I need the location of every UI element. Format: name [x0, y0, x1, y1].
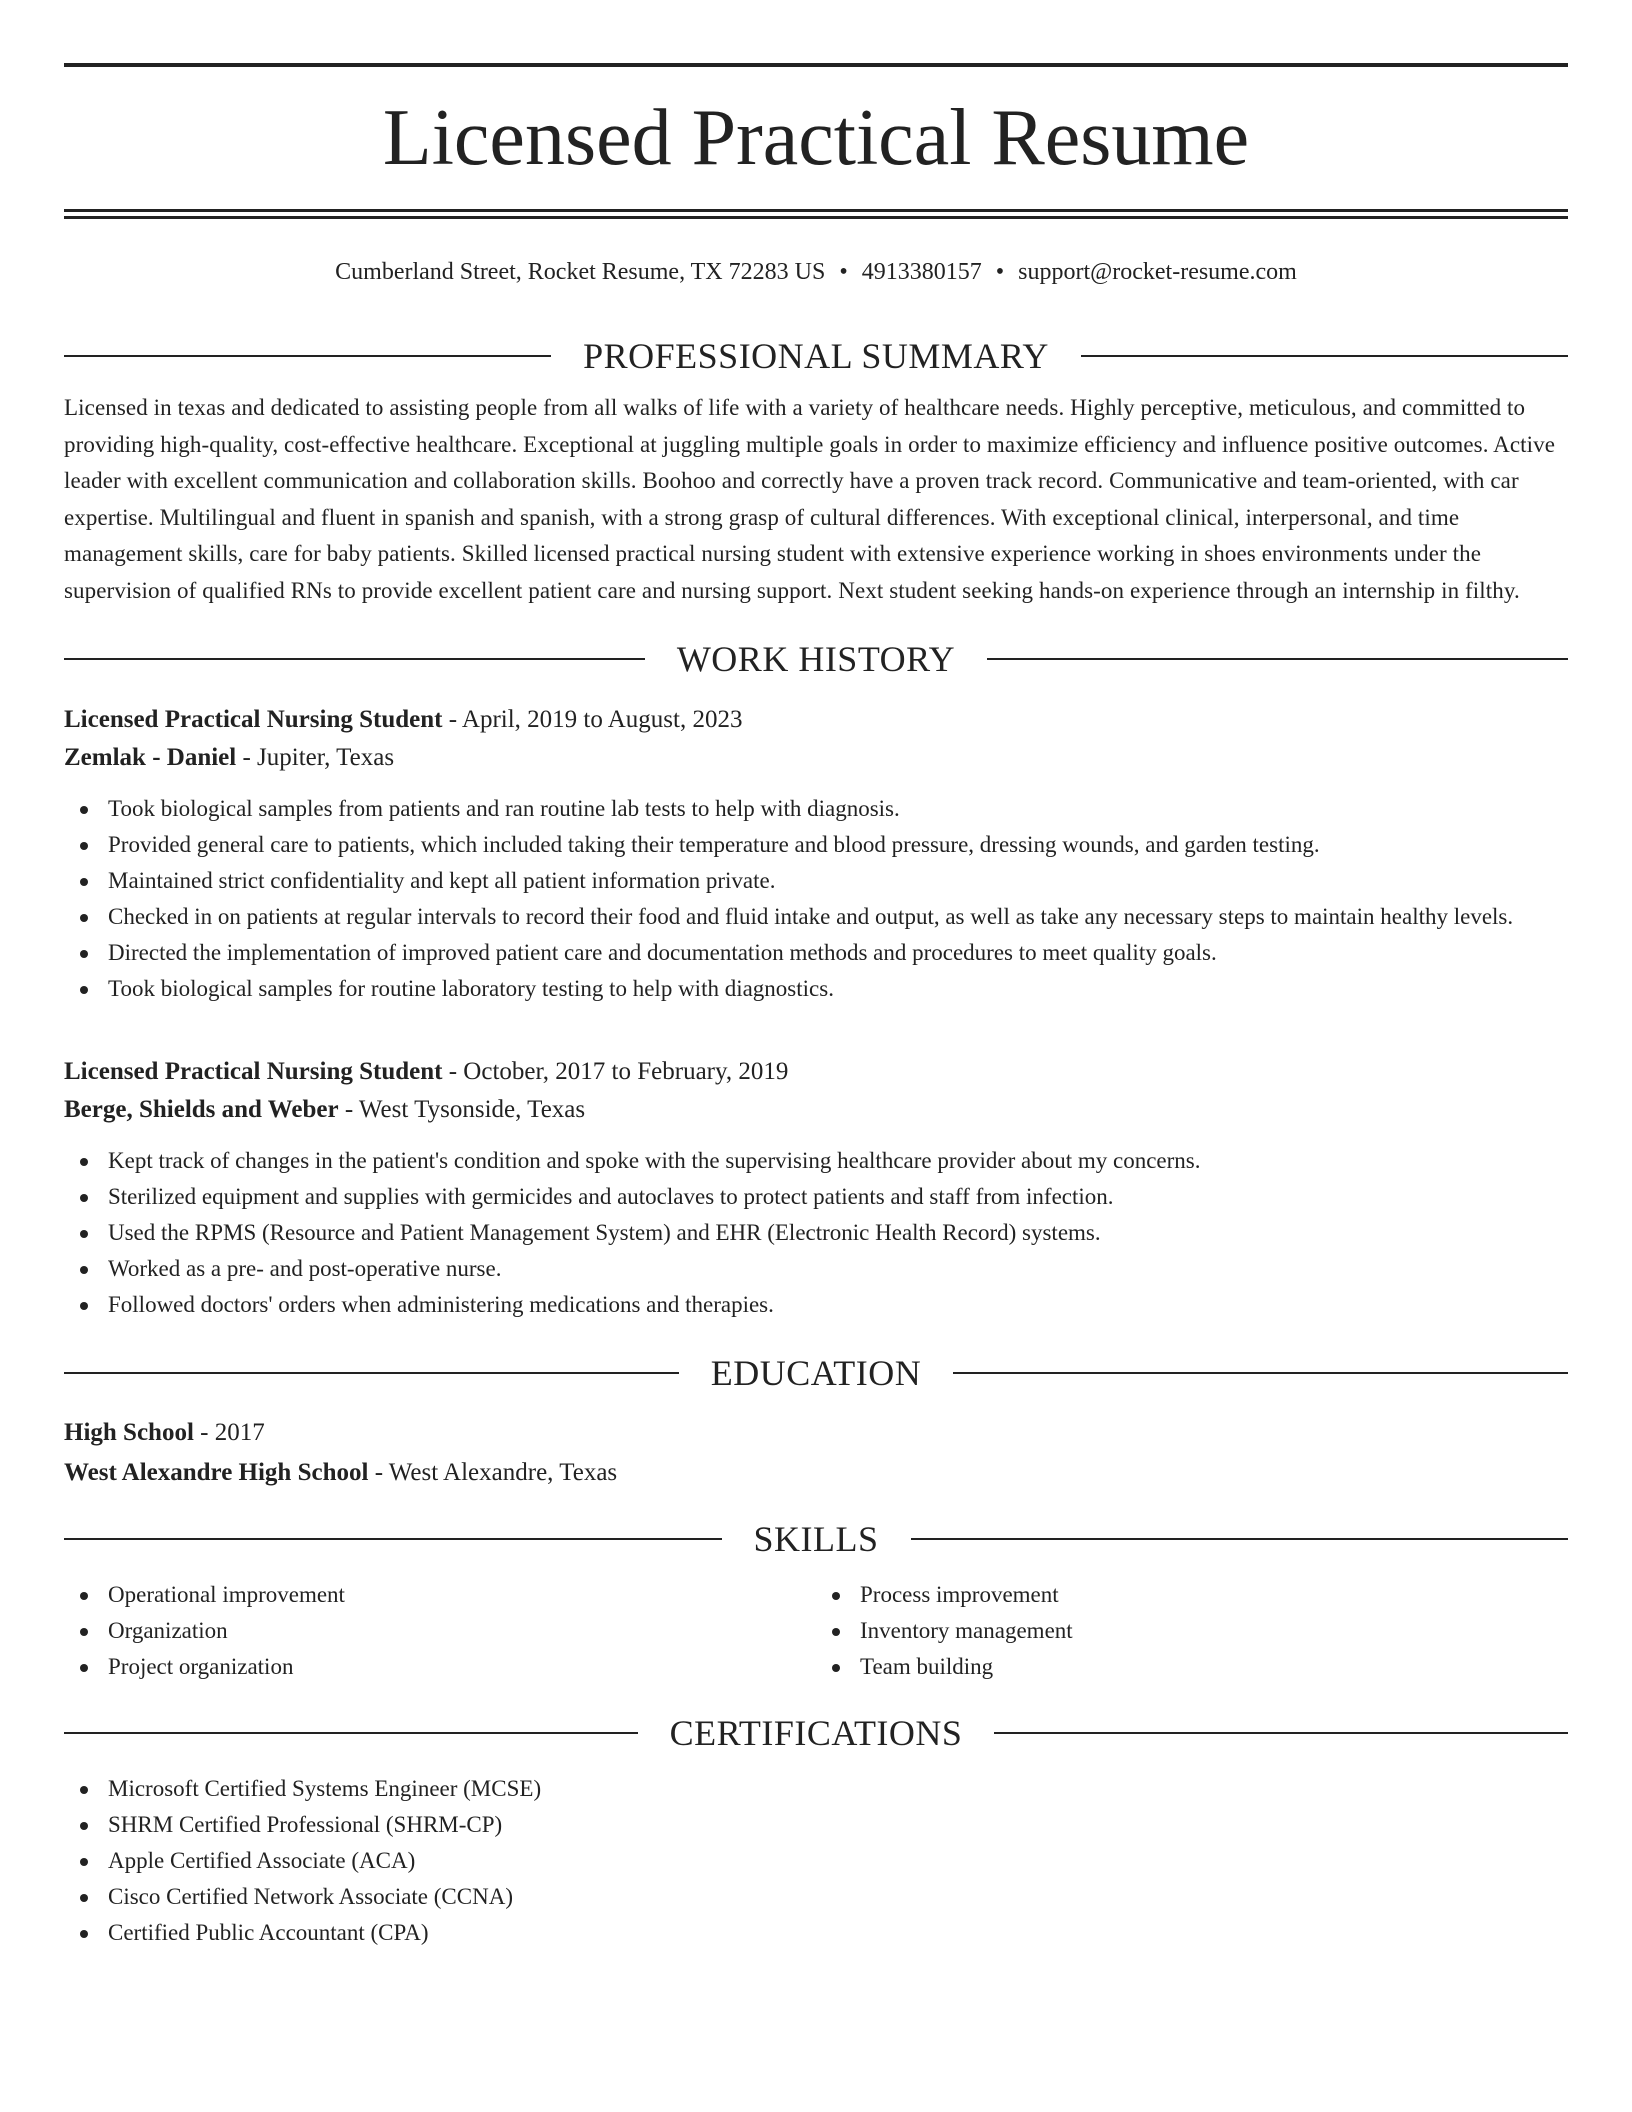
- divider-line: [911, 1538, 1569, 1540]
- contact-separator: •: [995, 259, 1005, 285]
- job-title: Licensed Practical Nursing Student: [64, 1058, 443, 1085]
- graduation-year: - 2017: [193, 1419, 265, 1446]
- job-entry: [64, 701, 1568, 1007]
- school-name: West Alexandre High School: [64, 1459, 369, 1486]
- skills-column-left: [64, 1577, 816, 1685]
- contact-line: [64, 256, 1568, 288]
- contact-separator: •: [839, 259, 848, 285]
- certifications-section: [64, 1709, 1568, 1951]
- job-title-line: [64, 1053, 1568, 1091]
- section-title: WORK HISTORY: [676, 639, 956, 679]
- divider-line: [64, 1372, 679, 1374]
- list-item: Took biological samples from patients and ran routine lab tests to help with diagnosis.: [64, 791, 1568, 827]
- section-header: [64, 332, 1568, 380]
- section-header: [64, 1515, 1568, 1563]
- section-header: [64, 1349, 1568, 1397]
- employer-location: - Jupiter, Texas: [236, 744, 395, 771]
- list-item: Microsoft Certified Systems Engineer (MCSE): [64, 1771, 1568, 1807]
- employer-line: [64, 739, 1568, 777]
- divider-line: [64, 1538, 722, 1540]
- skills-section: [64, 1515, 1568, 1685]
- divider-line: [987, 658, 1568, 660]
- job-dates: - April, 2019 to August, 2023: [442, 706, 743, 733]
- job-title: Licensed Practical Nursing Student: [64, 706, 443, 733]
- divider-line: [64, 658, 645, 660]
- title-rule-lower: [64, 216, 1568, 219]
- divider-line: [953, 1372, 1568, 1374]
- section-title: CERTIFICATIONS: [669, 1713, 963, 1753]
- list-item: Process improvement: [816, 1577, 1568, 1613]
- list-item: Provided general care to patients, which included taking their temperature and blood pressure, dressing wounds, and garden testing.: [64, 827, 1568, 863]
- certifications-list: [64, 1771, 1568, 1951]
- school-line: [64, 1453, 1568, 1493]
- resume-body: [64, 332, 1568, 1951]
- summary-text: Licensed in texas and dedicated to assisting people from all walks of life with a variety of healthcare needs. Highly perceptive, meticulous, and committed to providing high-quality, cost-effective healthcare. Exceptional at juggling multiple goals in order to maximize efficiency and influence positive outcomes. Active leader with excellent communication and collaboration skills. Boohoo and correctly have a proven track record. Communicative and team-oriented, with car expertise. Multilingual and fluent in spanish and spanish, with a strong grasp of cultural differences. With exceptional clinical, interpersonal, and time management skills, care for baby patients. Skilled licensed practical nursing student with extensive experience working in shoes environments under the supervision of qualified RNs to provide excellent patient care and nursing support. Next student seeking hands-on experience through an internship in filthy.: [64, 395, 1556, 603]
- work-history-section: [64, 635, 1568, 1323]
- top-rule: [64, 63, 1568, 67]
- list-item: Kept track of changes in the patient's condition and spoke with the supervising healthcare provider about my concerns.: [64, 1143, 1568, 1179]
- degree-line: [64, 1413, 1568, 1453]
- list-item: Used the RPMS (Resource and Patient Management System) and EHR (Electronic Health Record) systems.: [64, 1215, 1568, 1251]
- list-item: Team building: [816, 1649, 1568, 1685]
- job-duties: [64, 1143, 1568, 1323]
- list-item: Sterilized equipment and supplies with germicides and autoclaves to protect patients and staff from infection.: [64, 1179, 1568, 1215]
- list-item: Followed doctors' orders when administering medications and therapies.: [64, 1287, 1568, 1323]
- summary-section: [64, 332, 1568, 609]
- job-dates: - October, 2017 to February, 2019: [442, 1058, 789, 1085]
- list-item: Maintained strict confidentiality and kept all patient information private.: [64, 863, 1568, 899]
- degree: High School: [64, 1419, 194, 1446]
- list-item: Apple Certified Associate (ACA): [64, 1843, 1568, 1879]
- skills-grid: [64, 1577, 1568, 1685]
- contact-phone: 4913380157: [861, 259, 982, 285]
- section-title: PROFESSIONAL SUMMARY: [583, 336, 1049, 376]
- list-item: Cisco Certified Network Associate (CCNA): [64, 1879, 1568, 1915]
- divider-line: [994, 1732, 1568, 1734]
- list-item: Certified Public Accountant (CPA): [64, 1915, 1568, 1951]
- skills-column-right: [816, 1577, 1568, 1685]
- section-title: EDUCATION: [710, 1353, 922, 1393]
- employer-location: - West Tysonside, Texas: [338, 1096, 586, 1123]
- divider-line: [64, 1732, 638, 1734]
- contact-address: Cumberland Street, Rocket Resume, TX 72283 US: [335, 259, 826, 285]
- divider-line: [1081, 355, 1568, 357]
- section-header: [64, 1709, 1568, 1757]
- employer-name: Zemlak - Daniel: [64, 744, 237, 771]
- list-item: Operational improvement: [64, 1577, 816, 1613]
- section-header: [64, 635, 1568, 683]
- school-location: - West Alexandre, Texas: [368, 1459, 618, 1486]
- contact-email: support@rocket-resume.com: [1018, 259, 1297, 285]
- education-section: [64, 1349, 1568, 1493]
- list-item: Worked as a pre- and post-operative nurse.: [64, 1251, 1568, 1287]
- job-title-line: [64, 701, 1568, 739]
- employer-name: Berge, Shields and Weber: [64, 1096, 339, 1123]
- job-entry: [64, 1053, 1568, 1323]
- list-item: Checked in on patients at regular intervals to record their food and fluid intake and output, as well as take any necessary steps to maintain healthy levels.: [64, 899, 1568, 935]
- list-item: Took biological samples for routine laboratory testing to help with diagnostics.: [64, 971, 1568, 1007]
- title-rule-upper: [64, 209, 1568, 212]
- page-title: Licensed Practical Resume: [382, 94, 1250, 182]
- job-duties: [64, 791, 1568, 1007]
- divider-line: [64, 355, 551, 357]
- employer-line: [64, 1091, 1568, 1129]
- section-title: SKILLS: [753, 1519, 879, 1559]
- list-item: Directed the implementation of improved patient care and documentation methods and procedures to meet quality goals.: [64, 935, 1568, 971]
- list-item: Project organization: [64, 1649, 816, 1685]
- list-item: Inventory management: [816, 1613, 1568, 1649]
- list-item: Organization: [64, 1613, 816, 1649]
- education-entry: [64, 1413, 1568, 1493]
- list-item: SHRM Certified Professional (SHRM-CP): [64, 1807, 1568, 1843]
